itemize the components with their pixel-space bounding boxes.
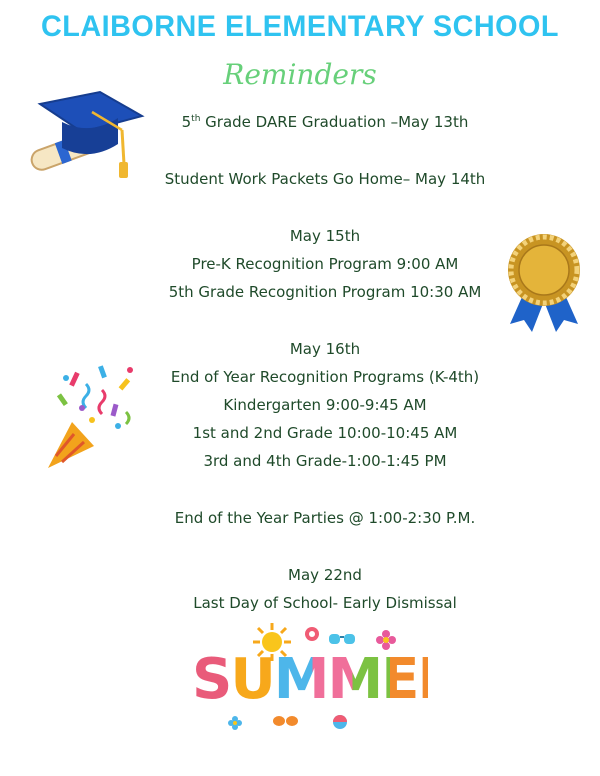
prek-program: Pre-K Recognition Program 9:00 AM bbox=[191, 255, 459, 273]
summer-word: SUMMER bbox=[192, 647, 459, 712]
may15-date: May 15th bbox=[289, 227, 361, 245]
party-popper-icon bbox=[42, 364, 142, 474]
work-packets: Student Work Packets Go Home– May 14th bbox=[164, 170, 486, 188]
sunglasses-icon bbox=[328, 632, 356, 648]
lollipop-icon bbox=[304, 626, 320, 642]
graduation-cap-icon bbox=[22, 88, 150, 193]
grade12-time: 1st and 2nd Grade 10:00-10:45 AM bbox=[192, 424, 458, 442]
grade34-time: 3rd and 4th Grade-1:00-1:45 PM bbox=[203, 452, 447, 470]
school-title: CLAIBORNE ELEMENTARY SCHOOL bbox=[40, 10, 560, 43]
grade5-program: 5th Grade Recognition Program 10:30 AM bbox=[168, 283, 482, 301]
recognition-programs: End of Year Recognition Programs (K-4th) bbox=[170, 368, 480, 386]
beach-ball-icon bbox=[332, 714, 348, 730]
kindergarten-time: Kindergarten 9:00-9:45 AM bbox=[223, 396, 427, 414]
dare-text: Grade DARE Graduation –May 13th bbox=[200, 113, 469, 131]
may16-date: May 16th bbox=[289, 340, 361, 358]
dare-superscript: th bbox=[191, 114, 201, 124]
may22-date: May 22nd bbox=[288, 566, 362, 584]
last-day: Last Day of School- Early Dismissal bbox=[193, 594, 457, 612]
flower-small-icon bbox=[228, 716, 242, 730]
award-medal-icon bbox=[502, 232, 586, 336]
reminders-heading: Reminders bbox=[223, 58, 377, 91]
sandals-icon bbox=[272, 714, 300, 728]
summer-artwork bbox=[192, 622, 459, 738]
dare-number: 5 bbox=[181, 113, 192, 131]
year-end-parties: End of the Year Parties @ 1:00-2:30 P.M. bbox=[174, 509, 476, 527]
